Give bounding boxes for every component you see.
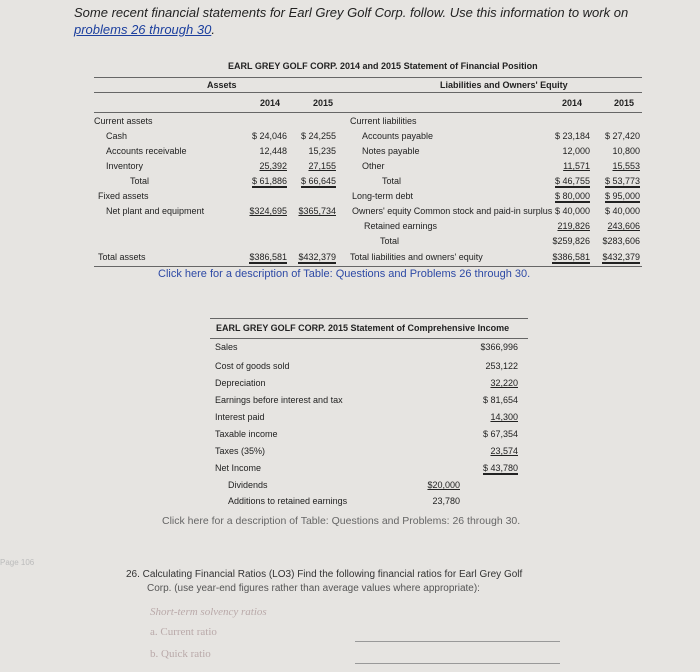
ca-total-2014: $ 61,886	[251, 176, 287, 186]
ca-total-2015: $ 66,645	[300, 176, 336, 186]
total-le-2015: $432,379	[602, 252, 640, 262]
cl-total-2015: $ 53,773	[604, 176, 640, 186]
ci-depreciation-value: 32,220	[490, 378, 518, 388]
cash-2015: $ 24,255	[300, 131, 336, 141]
eq-total-2015: $283,606	[602, 236, 640, 246]
inventory-2015: 27,155	[308, 161, 336, 171]
ci-interest-label: Interest paid	[215, 412, 265, 422]
eq-total-2014: $259,826	[552, 236, 590, 246]
payable-2015: $ 27,420	[604, 131, 640, 141]
ca-total-label: Total	[130, 176, 150, 186]
receivables-label: Accounts receivable	[106, 146, 187, 156]
cl-total-2014: $ 46,755	[554, 176, 590, 186]
intro-end: .	[211, 22, 215, 37]
notes-2014: 12,000	[562, 146, 590, 156]
question-line-1: 26. Calculating Financial Ratios (LO3) Find the following financial ratios for Earl Grey Golf	[126, 569, 523, 580]
equity-2015: $ 40,000	[604, 206, 640, 216]
year-2014-liab: 2014	[562, 98, 583, 108]
solvency-heading: Short-term solvency ratios	[150, 606, 267, 618]
net-plant-2014: $324,695	[249, 206, 287, 216]
net-plant-2015: $365,734	[298, 206, 336, 216]
cl-total-label: Total	[382, 176, 402, 186]
ci-taxable-label: Taxable income	[215, 429, 278, 439]
ci-taxable-value: $ 67,354	[482, 429, 518, 439]
receivables-2014: 12,448	[259, 146, 287, 156]
cash-2014: $ 24,046	[251, 131, 287, 141]
intro-text	[74, 4, 628, 38]
ci-dividends-label: Dividends	[228, 480, 268, 490]
ltd-2014: $ 80,000	[554, 191, 590, 201]
current-assets-label: Current assets	[94, 116, 153, 126]
ci-description-link[interactable]: Click here for a description of Table: Questions and Problems: 26 through 30.	[162, 515, 521, 527]
total-assets-2014: $386,581	[249, 252, 287, 262]
current-ratio-label: a. Current ratio	[150, 626, 217, 638]
payable-2014: $ 23,184	[554, 131, 590, 141]
inventory-2014: 25,392	[259, 161, 287, 171]
problems-link[interactable]: problems 26 through 30	[74, 22, 212, 37]
retained-2015: 243,606	[607, 221, 640, 231]
ci-taxes-label: Taxes (35%)	[215, 446, 266, 456]
ci-title: EARL GREY GOLF CORP. 2015 Statement of Comprehensive Income	[216, 323, 510, 333]
inventory-label: Inventory	[106, 161, 144, 171]
other-2015: 15,553	[612, 161, 640, 171]
intro-sentence: Some recent financial statements for Earl Grey Golf Corp. follow. Use this information to work on	[74, 5, 629, 20]
page-marker: Page 106	[0, 558, 35, 567]
liabilities-header: Liabilities and Owners' Equity	[440, 80, 568, 90]
ci-cogs-value: 253,122	[485, 361, 518, 371]
assets-header: Assets	[207, 80, 237, 90]
year-2014-assets: 2014	[260, 98, 281, 108]
question-line-2: Corp. (use year-end figures rather than average values where appropriate):	[147, 583, 480, 594]
equity-2014: $ 40,000	[554, 206, 590, 216]
quick-ratio-answer-line[interactable]	[355, 663, 560, 664]
ci-additions-value: 23,780	[432, 496, 460, 506]
ltd-2015: $ 95,000	[604, 191, 640, 201]
total-le-label: Total liabilities and owners' equity	[350, 252, 483, 262]
cash-label: Cash	[106, 131, 128, 141]
ci-net-income-value: $ 43,780	[482, 463, 518, 473]
notes-label: Notes payable	[362, 146, 420, 156]
year-2015-assets: 2015	[313, 98, 334, 108]
current-liabilities-label: Current liabilities	[350, 116, 417, 126]
ci-cogs-label: Cost of goods sold	[215, 361, 290, 371]
ci-net-income-label: Net Income	[215, 463, 262, 473]
retained-2014: 219,826	[557, 221, 590, 231]
sfp-title: EARL GREY GOLF CORP. 2014 and 2015 Statement of Financial Position	[228, 61, 538, 71]
equity-label: Owners' equity Common stock and paid-in surplus	[352, 206, 553, 216]
year-2015-liab: 2015	[614, 98, 635, 108]
fixed-assets-label: Fixed assets	[98, 191, 149, 201]
ci-additions-label: Additions to retained earnings	[228, 496, 348, 506]
ci-taxes-value: 23,574	[490, 446, 518, 456]
ci-interest-value: 14,300	[490, 412, 518, 422]
ci-depreciation-label: Depreciation	[215, 378, 266, 388]
quick-ratio-label: b. Quick ratio	[150, 648, 211, 660]
notes-2015: 10,800	[612, 146, 640, 156]
total-le-2014: $386,581	[552, 252, 590, 262]
ci-ebit-label: Earnings before interest and tax	[215, 395, 343, 405]
total-assets-label: Total assets	[98, 252, 146, 262]
ci-dividends-value: $20,000	[427, 480, 460, 490]
total-assets-2015: $432,379	[298, 252, 336, 262]
ci-ebit-value: $ 81,654	[482, 395, 518, 405]
ltd-label: Long-term debt	[352, 191, 414, 201]
other-2014: 11,571	[563, 161, 590, 171]
ci-sales-value: $366,996	[480, 342, 518, 352]
sfp-description-link[interactable]: Click here for a description of Table: Questions and Problems 26 through 30.	[158, 268, 531, 280]
current-ratio-answer-line[interactable]	[355, 641, 560, 642]
receivables-2015: 15,235	[308, 146, 336, 156]
payable-label: Accounts payable	[362, 131, 434, 141]
eq-total-label: Total	[380, 236, 400, 246]
ci-sales-label: Sales	[215, 342, 238, 352]
other-label: Other	[362, 161, 385, 171]
retained-label: Retained earnings	[364, 221, 438, 231]
net-plant-label: Net plant and equipment	[106, 206, 205, 216]
